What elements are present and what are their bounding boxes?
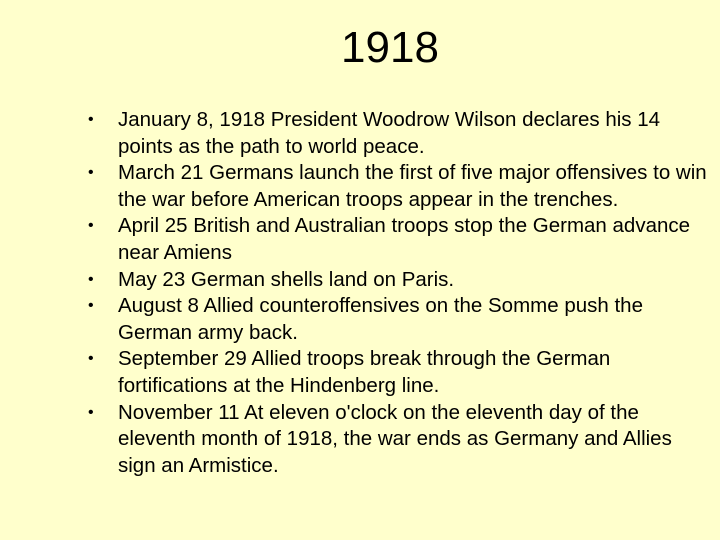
bullet-marker: • bbox=[88, 270, 94, 288]
bullet-text: January 8, 1918 President Woodrow Wilson declares his 14 points as the path to world peace. bbox=[118, 108, 661, 158]
bullet-item-paris-shelling bbox=[84, 267, 708, 294]
bullet-marker: • bbox=[88, 217, 94, 235]
bullet-text: August 8 Allied counteroffensives on the Somme push the German army back. bbox=[118, 294, 643, 344]
bullet-text: September 29 Allied troops break through the German fortifications at the Hindenberg line. bbox=[118, 347, 611, 397]
bullet-item-german-offensives bbox=[84, 160, 708, 213]
bullet-item-wilson-14-points bbox=[84, 107, 708, 160]
bullet-marker: • bbox=[88, 164, 94, 182]
bullet-text: May 23 German shells land on Paris. bbox=[118, 267, 455, 291]
bullet-text: November 11 At eleven o'clock on the eleventh day of the eleventh month of 1918, the war ends as Germany and Allies sign an Armistice. bbox=[118, 400, 672, 477]
bullet-marker: • bbox=[88, 297, 94, 315]
bullet-item-somme bbox=[84, 293, 708, 346]
bullet-marker: • bbox=[88, 403, 94, 421]
bullet-list bbox=[84, 107, 708, 479]
bullet-item-armistice bbox=[84, 400, 708, 480]
bullet-marker: • bbox=[88, 111, 94, 128]
slide-title: 1918 bbox=[341, 23, 439, 72]
bullet-text: March 21 Germans launch the first of five major offensives to win the war before American troops appear in the trenches. bbox=[118, 161, 707, 211]
bullet-item-hindenberg-line bbox=[84, 346, 708, 399]
bullet-item-amiens bbox=[84, 213, 708, 266]
bullet-marker: • bbox=[88, 350, 94, 368]
bullet-text: April 25 British and Australian troops stop the German advance near Amiens bbox=[118, 214, 691, 264]
